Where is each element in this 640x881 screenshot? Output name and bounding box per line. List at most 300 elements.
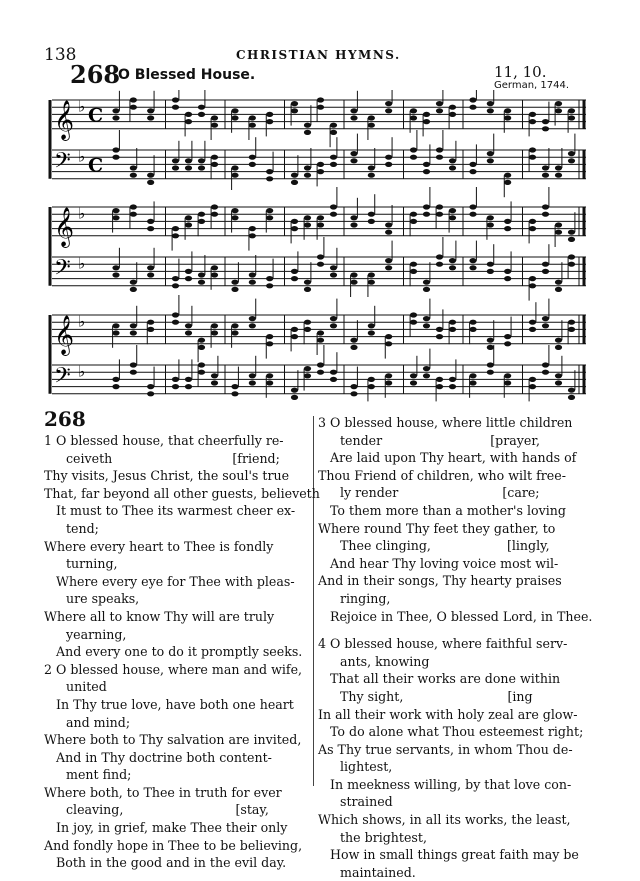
note-head	[504, 373, 511, 378]
note-head	[449, 112, 456, 117]
note-head	[198, 112, 205, 117]
bass-clef: 𝄢	[54, 148, 71, 179]
note-head	[542, 316, 549, 321]
stanza-line: lightest,	[340, 759, 393, 775]
note-head	[330, 323, 337, 328]
note-head	[185, 276, 192, 281]
note-head	[555, 373, 562, 378]
stanza-line: ment find;	[66, 767, 132, 783]
stanza-line: Where all to know Thy will are truly	[44, 608, 275, 624]
note-head	[185, 377, 192, 382]
note-head	[231, 391, 238, 396]
note-head	[198, 345, 205, 350]
note-head	[568, 108, 575, 113]
note-head	[185, 165, 192, 170]
note-head	[172, 283, 179, 288]
note-head	[172, 377, 179, 382]
note-head	[304, 287, 311, 292]
note-head	[436, 262, 443, 267]
note-head	[487, 108, 494, 113]
stanza-line: Where every eye for Thee with pleas-	[56, 573, 295, 589]
note-head	[410, 373, 417, 378]
note-head	[555, 222, 562, 227]
note-head	[350, 391, 357, 396]
note-head	[249, 226, 256, 231]
note-head	[317, 338, 324, 343]
note-head	[469, 169, 476, 174]
note-head	[112, 147, 119, 152]
note-head	[385, 373, 392, 378]
note-head	[231, 215, 238, 220]
note-head	[147, 219, 154, 224]
note-head	[436, 147, 443, 152]
note-head	[469, 212, 476, 217]
stanza-line: yearning,	[66, 626, 127, 642]
stanza-line: As Thy true servants, in whom Thou de-	[318, 741, 573, 757]
note-head	[410, 155, 417, 160]
stanza-line: In joy, in grief, make Thee their only	[56, 820, 288, 836]
note-head	[568, 327, 575, 332]
note-head	[469, 258, 476, 263]
note-head	[449, 165, 456, 170]
note-head	[249, 380, 256, 385]
note-head	[555, 230, 562, 235]
note-head	[504, 173, 511, 178]
note-head	[469, 320, 476, 325]
note-head	[249, 323, 256, 328]
note-head	[423, 323, 430, 328]
note-head	[317, 215, 324, 220]
note-head	[469, 204, 476, 209]
note-head	[172, 105, 179, 110]
note-head	[542, 370, 549, 375]
note-head	[436, 155, 443, 160]
note-head	[304, 366, 311, 371]
note-head	[291, 388, 298, 393]
note-head	[542, 165, 549, 170]
note-head	[487, 362, 494, 367]
note-head	[249, 115, 256, 120]
note-head	[304, 222, 311, 227]
note-head	[130, 323, 137, 328]
note-head	[147, 180, 154, 185]
note-head	[368, 173, 375, 178]
stanza-line: Thy sight, [ing	[340, 688, 533, 704]
note-head	[266, 169, 273, 174]
note-head	[172, 226, 179, 231]
note-head	[185, 384, 192, 389]
stanza-line: And in their songs, Thy hearty praises	[318, 573, 562, 589]
note-head	[436, 334, 443, 339]
stanza-line: Thou Friend of children, who wilt free-	[318, 467, 566, 483]
note-head	[568, 237, 575, 242]
stanza-line: the brightest,	[340, 829, 427, 845]
note-head	[469, 265, 476, 270]
note-head	[112, 272, 119, 277]
note-head	[147, 384, 154, 389]
note-head	[172, 384, 179, 389]
note-head	[368, 115, 375, 120]
note-head	[249, 162, 256, 167]
note-head	[266, 276, 273, 281]
stanza-line: 4 O blessed house, where faithful serv-	[318, 636, 568, 652]
note-head	[317, 370, 324, 375]
note-head	[266, 119, 273, 124]
stanza-line: It must to Thee its warmest cheer ex-	[56, 503, 296, 519]
stanza-line: strained	[340, 794, 393, 810]
note-head	[185, 222, 192, 227]
note-head	[231, 287, 238, 292]
note-head	[449, 377, 456, 382]
note-head	[385, 162, 392, 167]
note-head	[198, 272, 205, 277]
note-head	[211, 212, 218, 217]
note-head	[368, 165, 375, 170]
note-head	[555, 165, 562, 170]
note-head	[436, 254, 443, 259]
note-head	[568, 388, 575, 393]
note-head	[368, 323, 375, 328]
key-signature-flat: ♭	[78, 312, 86, 331]
note-head	[568, 158, 575, 163]
hymn-text-number: 268	[44, 407, 86, 431]
note-head	[410, 108, 417, 113]
key-signature-flat: ♭	[78, 362, 86, 381]
note-head	[211, 330, 218, 335]
note-head	[436, 108, 443, 113]
note-head	[469, 97, 476, 102]
note-head	[542, 362, 549, 367]
note-head	[555, 380, 562, 385]
note-head	[350, 272, 357, 277]
note-head	[249, 123, 256, 128]
note-head	[487, 370, 494, 375]
note-head	[185, 158, 192, 163]
stanza-line: ringing,	[340, 590, 391, 606]
note-head	[112, 155, 119, 160]
note-head	[291, 219, 298, 224]
note-head	[385, 222, 392, 227]
hymn-title: O Blessed House.	[118, 67, 256, 83]
note-head	[330, 316, 337, 321]
note-head	[211, 323, 218, 328]
note-head	[368, 219, 375, 224]
note-head	[542, 204, 549, 209]
note-head	[449, 320, 456, 325]
note-head	[423, 169, 430, 174]
stanza-line: Which shows, in all its works, the least,	[318, 812, 571, 828]
note-head	[304, 280, 311, 285]
note-head	[317, 169, 324, 174]
note-head	[350, 108, 357, 113]
note-head	[385, 258, 392, 263]
note-head	[350, 151, 357, 156]
stanza-line: 2 O blessed house, where man and wife,	[44, 661, 303, 677]
note-head	[436, 327, 443, 332]
note-head	[568, 320, 575, 325]
stanza-line: That all their works are done within	[330, 671, 561, 687]
note-head	[449, 384, 456, 389]
note-head	[542, 126, 549, 131]
note-head	[266, 334, 273, 339]
stanza-line: In Thy true love, have both one heart	[56, 696, 294, 712]
note-head	[504, 334, 511, 339]
note-head	[350, 280, 357, 285]
note-head	[198, 370, 205, 375]
note-head	[568, 262, 575, 267]
note-head	[504, 269, 511, 274]
stanza-line: ure speaks,	[66, 591, 140, 607]
note-head	[487, 269, 494, 274]
note-head	[198, 105, 205, 110]
note-head	[147, 226, 154, 231]
stanza-line: And in Thy doctrine both content-	[56, 749, 272, 765]
note-head	[568, 115, 575, 120]
hymn-meter: 11, 10.	[494, 63, 547, 81]
stanza-line: To do alone what Thou esteemest right;	[330, 724, 584, 740]
stanza-line: And hear Thy loving voice most wil-	[330, 555, 559, 571]
note-head	[529, 155, 536, 160]
note-head	[147, 327, 154, 332]
note-head	[385, 230, 392, 235]
note-head	[542, 323, 549, 328]
note-head	[449, 158, 456, 163]
stanza-line: Thee clinging, [lingly,	[340, 538, 550, 554]
bass-clef: 𝄢	[54, 363, 71, 394]
note-head	[368, 384, 375, 389]
note-head	[410, 212, 417, 217]
note-head	[211, 272, 218, 277]
note-head	[542, 262, 549, 267]
note-head	[504, 115, 511, 120]
note-head	[410, 380, 417, 385]
note-head	[130, 165, 137, 170]
note-head	[555, 108, 562, 113]
stanza-line: Both in the good and in the evil day.	[56, 855, 287, 871]
note-head	[330, 204, 337, 209]
note-head	[529, 276, 536, 281]
note-head	[504, 108, 511, 113]
note-head	[368, 377, 375, 382]
note-head	[423, 316, 430, 321]
note-head	[291, 173, 298, 178]
note-head	[172, 276, 179, 281]
note-head	[304, 215, 311, 220]
note-head	[423, 287, 430, 292]
note-head	[172, 158, 179, 163]
note-head	[185, 330, 192, 335]
note-head	[529, 219, 536, 224]
note-head	[266, 341, 273, 346]
stanza-line: In meekness willing, by that love con-	[330, 776, 572, 792]
note-head	[487, 151, 494, 156]
key-signature-flat: ♭	[78, 147, 86, 166]
note-head	[410, 219, 417, 224]
note-head	[198, 158, 205, 163]
note-head	[436, 384, 443, 389]
stanza-line: and mind;	[66, 714, 131, 730]
note-head	[368, 272, 375, 277]
note-head	[469, 373, 476, 378]
note-head	[304, 130, 311, 135]
note-head	[487, 215, 494, 220]
note-head	[198, 212, 205, 217]
note-head	[487, 345, 494, 350]
stanza-line: tender [prayer,	[340, 432, 540, 448]
running-head: CHRISTIAN HYMNS.	[236, 48, 401, 62]
note-head	[147, 173, 154, 178]
note-head	[130, 362, 137, 367]
time-signature: C	[88, 154, 104, 177]
note-head	[317, 105, 324, 110]
note-head	[449, 208, 456, 213]
note-head	[317, 262, 324, 267]
note-head	[330, 130, 337, 135]
stanza-line: How in small things great faith may be	[330, 847, 579, 863]
note-head	[130, 105, 137, 110]
note-head	[436, 212, 443, 217]
stanza-line: Where every heart to Thee is fondly	[44, 538, 274, 554]
note-head	[266, 176, 273, 181]
note-head	[112, 115, 119, 120]
note-head	[368, 123, 375, 128]
note-head	[291, 395, 298, 400]
note-head	[555, 280, 562, 285]
note-head	[350, 115, 357, 120]
note-head	[385, 108, 392, 113]
note-head	[291, 226, 298, 231]
note-head	[529, 147, 536, 152]
note-head	[231, 280, 238, 285]
note-head	[317, 162, 324, 167]
time-signature: C	[88, 104, 104, 127]
stanza-line: united	[66, 679, 107, 695]
note-head	[304, 373, 311, 378]
note-head	[555, 338, 562, 343]
note-head	[112, 108, 119, 113]
column-rule	[313, 416, 314, 786]
note-head	[211, 123, 218, 128]
note-head	[304, 320, 311, 325]
note-head	[469, 162, 476, 167]
note-head	[249, 316, 256, 321]
note-head	[185, 269, 192, 274]
note-head	[555, 101, 562, 106]
note-head	[130, 330, 137, 335]
note-head	[185, 215, 192, 220]
note-head	[529, 320, 536, 325]
note-head	[555, 287, 562, 292]
note-head	[385, 334, 392, 339]
note-head	[449, 265, 456, 270]
stanza-line: Rejoice in Thee, O blessed Lord, in Thee.	[330, 608, 593, 624]
stanza-line: tend;	[66, 520, 99, 536]
note-head	[211, 155, 218, 160]
note-head	[423, 119, 430, 124]
note-head	[330, 155, 337, 160]
tune-source: German, 1744.	[494, 80, 570, 91]
note-head	[211, 115, 218, 120]
stanza-line: Are laid upon Thy heart, with hands of	[330, 450, 577, 466]
note-head	[330, 212, 337, 217]
note-head	[423, 280, 430, 285]
stanza-line	[318, 625, 608, 635]
note-head	[317, 254, 324, 259]
stanza-line: Where both to Thy salvation are invited,	[44, 732, 302, 748]
note-head	[185, 119, 192, 124]
note-head	[112, 377, 119, 382]
note-head	[487, 158, 494, 163]
note-head	[423, 373, 430, 378]
treble-clef: 𝄞	[54, 99, 75, 140]
stanza-line: ly render [care;	[340, 485, 540, 501]
note-head	[147, 272, 154, 277]
note-head	[211, 265, 218, 270]
note-head	[423, 112, 430, 117]
note-head	[330, 272, 337, 277]
note-head	[112, 330, 119, 335]
note-head	[350, 345, 357, 350]
stanza-line: ceiveth [friend;	[66, 450, 280, 466]
note-head	[423, 162, 430, 167]
music-score	[44, 90, 594, 408]
stanza-line: And every one to do it promptly seeks.	[56, 644, 303, 660]
note-head	[504, 219, 511, 224]
note-head	[542, 269, 549, 274]
note-head	[249, 155, 256, 160]
note-head	[172, 320, 179, 325]
note-head	[231, 384, 238, 389]
note-head	[568, 395, 575, 400]
note-head	[231, 173, 238, 178]
page-number: 138	[44, 45, 77, 65]
note-head	[130, 97, 137, 102]
note-head	[130, 370, 137, 375]
note-head	[266, 380, 273, 385]
note-head	[266, 208, 273, 213]
key-signature-flat: ♭	[78, 254, 86, 273]
stanzas-left-column	[44, 432, 320, 872]
note-head	[423, 204, 430, 209]
stanza-line: turning,	[66, 556, 118, 572]
note-head	[304, 327, 311, 332]
note-head	[266, 373, 273, 378]
note-head	[487, 262, 494, 267]
note-head	[330, 123, 337, 128]
note-head	[469, 105, 476, 110]
note-head	[266, 112, 273, 117]
note-head	[385, 155, 392, 160]
treble-clef: 𝄞	[54, 206, 75, 247]
note-head	[147, 115, 154, 120]
note-head	[529, 119, 536, 124]
note-head	[385, 380, 392, 385]
note-head	[198, 219, 205, 224]
note-head	[529, 226, 536, 231]
note-head	[112, 215, 119, 220]
note-head	[211, 380, 218, 385]
note-head	[211, 162, 218, 167]
note-head	[330, 265, 337, 270]
note-head	[410, 115, 417, 120]
note-head	[410, 147, 417, 152]
note-head	[231, 208, 238, 213]
note-head	[555, 173, 562, 178]
note-head	[198, 165, 205, 170]
note-head	[185, 323, 192, 328]
bass-clef: 𝄢	[54, 255, 71, 286]
note-head	[112, 323, 119, 328]
